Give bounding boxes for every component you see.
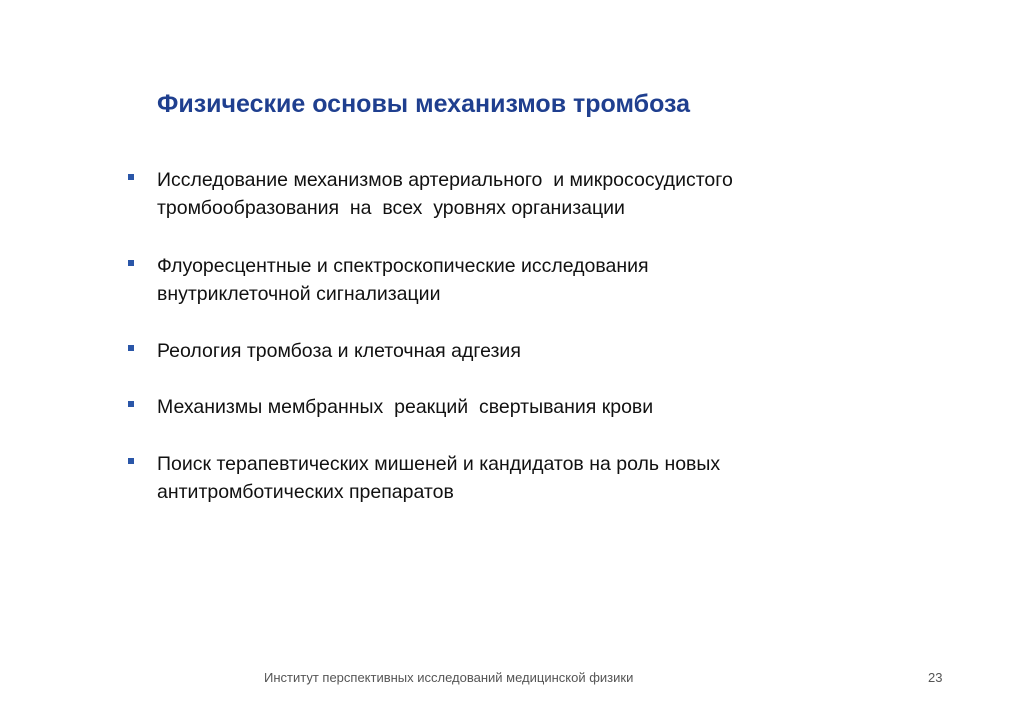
bullet-line: Исследование механизмов артериального и микрососудистого <box>157 169 733 191</box>
bullet-line: внутриклеточной сигнализации <box>157 283 441 305</box>
bullet-text <box>157 337 521 365</box>
bullet-text <box>157 393 653 421</box>
bullet-text <box>157 166 733 222</box>
bullet-text <box>157 450 720 506</box>
bullet-text <box>157 252 649 308</box>
bullet-line: Реология тромбоза и клеточная адгезия <box>157 340 521 362</box>
bullet-line: Флуоресцентные и спектроскопические исследования <box>157 255 649 277</box>
slide-footer: Институт перспективных исследований медицинской физики <box>264 670 634 685</box>
bullet-line: антитромботических препаратов <box>157 481 454 503</box>
square-bullet-icon <box>128 174 134 180</box>
page-number: 23 <box>928 670 943 685</box>
bullet-line: Поиск терапевтических мишеней и кандидатов на роль новых <box>157 453 721 475</box>
square-bullet-icon <box>128 401 134 407</box>
square-bullet-icon <box>128 345 134 351</box>
square-bullet-icon <box>128 458 134 464</box>
bullet-line: тромбообразования на всех уровнях организации <box>157 197 625 219</box>
square-bullet-icon <box>128 260 134 266</box>
bullet-line: Механизмы мембранных реакций свертывания крови <box>157 396 654 418</box>
slide-title: Физические основы механизмов тромбоза <box>157 90 691 118</box>
